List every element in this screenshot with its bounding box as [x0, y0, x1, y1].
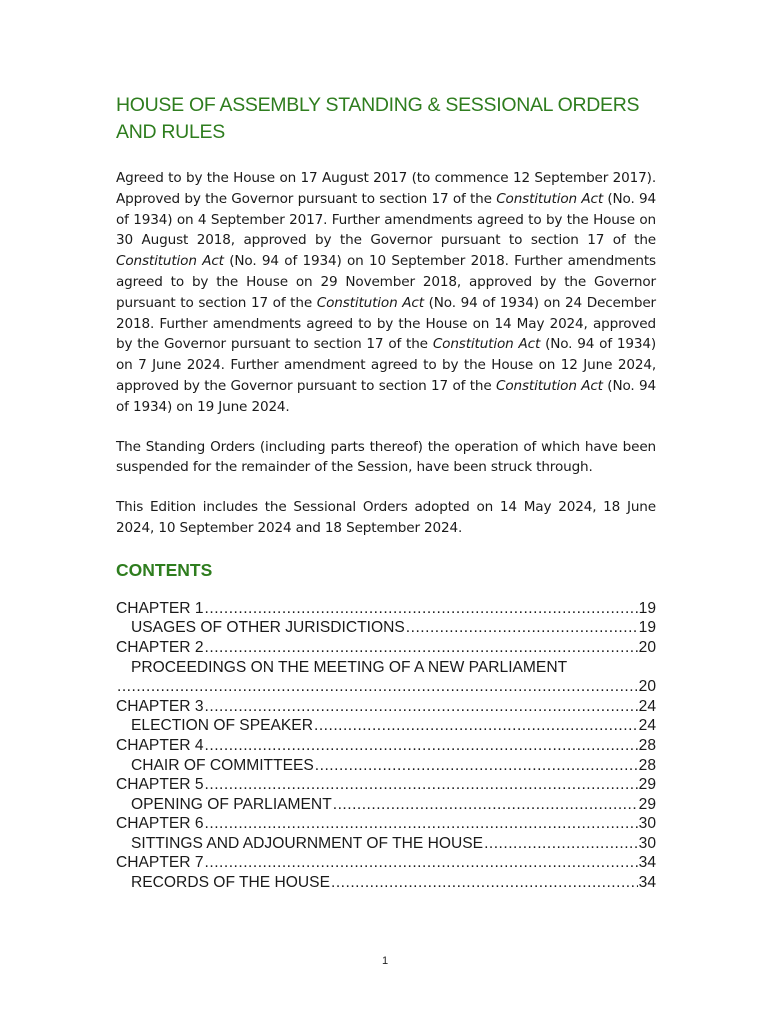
toc-label: CHAPTER 5 [116, 776, 204, 794]
toc-leader [205, 814, 638, 834]
toc-label: PROCEEDINGS ON THE MEETING OF A NEW PARLIAMENT [131, 658, 568, 676]
history-text-4: (No. 94 of 1934) on 24 December 2018. Further amendments agreed to by the House on 14 May 2024, approved by the Governor pursuant to section 17 of the [116, 294, 656, 353]
toc-entry[interactable] [116, 853, 656, 873]
toc-entry[interactable] [116, 814, 656, 834]
toc-page: 24 [638, 717, 656, 735]
toc-entry[interactable] [116, 599, 656, 619]
act-name-2: Constitution Act [116, 253, 224, 270]
toc-leader [315, 756, 638, 776]
document-title: HOUSE OF ASSEMBLY STANDING & SESSIONAL ORDERS AND RULES [116, 94, 640, 143]
toc-entry[interactable] [116, 716, 656, 736]
toc-entry[interactable] [116, 873, 656, 893]
toc-entry[interactable] [116, 834, 656, 854]
toc-page: 19 [638, 599, 656, 617]
toc-leader [205, 853, 638, 873]
toc-page: 20 [638, 638, 656, 656]
toc-entry[interactable] [116, 638, 656, 658]
toc-label: CHAIR OF COMMITTEES [131, 756, 314, 774]
document-page [116, 92, 656, 893]
toc-entry[interactable] [116, 697, 656, 717]
toc-label: CHAPTER 1 [116, 599, 204, 617]
toc-label: CHAPTER 7 [116, 854, 204, 872]
toc-entry[interactable] [116, 736, 656, 756]
toc-entry[interactable] [116, 756, 656, 776]
toc-label: ELECTION OF SPEAKER [131, 717, 313, 735]
toc-page: 28 [638, 736, 656, 754]
toc-label: CHAPTER 2 [116, 638, 204, 656]
toc-leader [205, 775, 638, 795]
toc-label: SITTINGS AND ADJOURNMENT OF THE HOUSE [131, 834, 484, 852]
toc-page: 30 [638, 815, 656, 833]
toc-page: 19 [638, 619, 656, 637]
table-of-contents [116, 599, 656, 893]
toc-page: 29 [638, 776, 656, 794]
toc-leader [406, 618, 638, 638]
toc-label: CHAPTER 3 [116, 697, 204, 715]
toc-page: 24 [638, 697, 656, 715]
history-text-2: (No. 94 of 1934) on 4 September 2017. Further amendments agreed to by the House on 30 August 2018, approved by the Governor pursuant to section 17 of the [116, 190, 656, 249]
toc-page: 29 [638, 795, 656, 813]
toc-page: 20 [638, 678, 656, 696]
edition-paragraph: This Edition includes the Sessional Orders adopted on 14 May 2024, 18 June 2024, 10 September 2024 and 18 September 2024. [116, 499, 656, 536]
toc-leader [484, 834, 638, 854]
toc-leader [205, 638, 638, 658]
toc-leader [314, 716, 638, 736]
toc-page: 34 [638, 854, 656, 872]
toc-label: CHAPTER 4 [116, 736, 204, 754]
toc-entry[interactable] [116, 795, 656, 815]
toc-page: 28 [638, 756, 656, 774]
act-name-3: Constitution Act [316, 294, 424, 311]
toc-leader [205, 736, 638, 756]
toc-leader [205, 599, 638, 619]
history-paragraph [116, 168, 656, 418]
toc-page: 30 [638, 834, 656, 852]
page-number: 1 [381, 955, 389, 967]
toc-leader [117, 677, 638, 697]
act-name-4: Constitution Act [432, 336, 541, 353]
act-name-5: Constitution Act [495, 377, 603, 394]
toc-label: OPENING OF PARLIAMENT [131, 795, 332, 813]
history-text-3: (No. 94 of 1934) on 10 September 2018. Further amendments agreed to by the House on 29 November 2018, approved by the Governor pursuant to section 17 of the [116, 253, 656, 311]
act-name-1: Constitution Act [496, 190, 604, 207]
history-text-6: (No. 94 of 1934) on 19 June 2024. [116, 377, 656, 415]
suspended-orders-paragraph: The Standing Orders (including parts thereof) the operation of which have been suspended for the remainder of the Session, have been struck through. [116, 438, 656, 476]
history-text-1: Agreed to by the House on 17 August 2017 (to commence 12 September 2017). Approved by the Governor pursuant to section 17 of the [116, 170, 656, 207]
toc-leader [333, 795, 638, 815]
contents-heading: CONTENTS [116, 559, 213, 580]
history-text-5: (No. 94 of 1934) on 7 June 2024. Further amendment agreed to by the House on 12 June 2024, approved by the Governor pursuant to section 17 of the [116, 336, 657, 394]
toc-label: CHAPTER 6 [116, 815, 204, 833]
toc-entry[interactable] [116, 658, 656, 697]
toc-entry-continuation [116, 677, 656, 697]
toc-entry[interactable] [116, 618, 656, 638]
toc-page: 34 [638, 874, 656, 892]
toc-leader [331, 873, 638, 893]
toc-label: RECORDS OF THE HOUSE [131, 874, 330, 892]
toc-label: USAGES OF OTHER JURISDICTIONS [131, 619, 405, 637]
toc-leader [205, 697, 638, 717]
toc-entry[interactable] [116, 775, 656, 795]
